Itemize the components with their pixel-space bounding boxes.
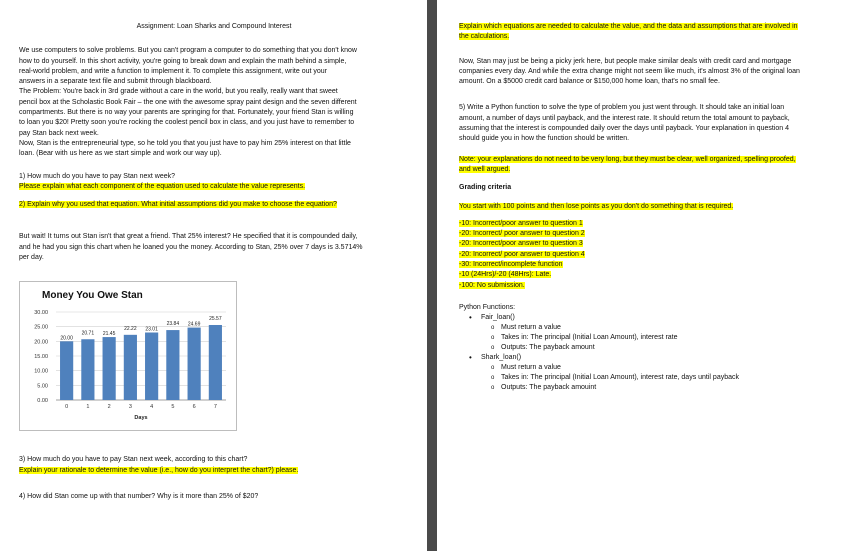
intro-line: pay Stan back next week. — [19, 129, 99, 137]
deduction-item: -10 (24Hrs)/-20 (48Hrs): Late. — [459, 271, 552, 279]
deduction-item: -20: Incorrect/ poor answer to question 2 — [459, 230, 585, 238]
intro-text — [19, 46, 409, 159]
python-functions-heading: Python Functions: — [459, 303, 516, 311]
bar — [166, 330, 179, 400]
question-5-line: assuming that the interest is compounded daily over the days until payback. Your explanation in question 4 — [459, 125, 789, 133]
y-tick-label: 15.00 — [34, 354, 48, 361]
bar — [60, 342, 73, 401]
grading-criteria-heading: Grading criteria — [459, 184, 512, 192]
deduction-item: -30: Incorrect/incomplete function — [459, 261, 563, 269]
money-owed-chart — [19, 281, 237, 431]
x-axis-label: Days — [134, 415, 148, 422]
y-tick-label: 10.00 — [34, 369, 48, 376]
y-tick-label: 5.00 — [37, 383, 48, 390]
function-name: Fair_loan() — [481, 314, 515, 322]
function-detail: o Must return a value — [501, 323, 848, 333]
y-tick-label: 25.00 — [34, 325, 48, 332]
x-tick-label: 6 — [192, 404, 196, 411]
data-label: 23.01 — [145, 326, 158, 333]
now-stan-line: amount. On a $5000 credit card balance or $150,000 home loan, that's no small fee. — [459, 78, 720, 86]
intro-line: pencil box at the Scholastic Book Fair – the one with the awesome spray paint design and the seven different — [19, 98, 357, 106]
x-tick-label: 2 — [107, 404, 111, 411]
question-2-highlight: 2) Explain why you used that equation. What initial assumptions did you make to choose the equation? — [19, 201, 337, 209]
note-highlight: and well argued. — [459, 165, 511, 173]
bar-chart-svg — [20, 282, 236, 430]
bar — [145, 333, 158, 400]
function-name: Shark_loan() — [481, 354, 522, 362]
function-item — [481, 313, 848, 353]
intro-line: real-world problem, and write a function to implement it. To complete this assignment, write out your — [19, 67, 328, 75]
y-tick-label: 0.00 — [37, 398, 48, 405]
question-4-followup-highlight: the calculations. — [459, 33, 510, 41]
but-wait-line: per day. — [19, 254, 44, 262]
intro-line: Now, Stan is the entrepreneurial type, so he told you that you just have to pay him 25% interest on that little — [19, 139, 351, 147]
bar — [81, 340, 94, 401]
data-label: 20.71 — [81, 330, 95, 337]
data-label: 25.57 — [209, 316, 222, 323]
intro-line: compartments. But there is no way your parents are springing for that. Fortunately, your friend Stan is willing — [19, 109, 354, 117]
now-stan-line: Now, Stan may just be being a picky jerk here, but people make similar deals with credit card and mortgage — [459, 57, 792, 65]
function-detail: o Must return a value — [501, 363, 848, 373]
x-tick-label: 5 — [171, 404, 175, 411]
y-tick-label: 30.00 — [34, 310, 48, 317]
bar — [124, 335, 137, 400]
but-wait-text — [19, 232, 409, 263]
function-details — [481, 323, 848, 353]
grading-intro-highlight: You start with 100 points and then lose points as you don't do something that is required. — [459, 202, 734, 210]
now-stan-text — [459, 57, 848, 88]
intro-line: to loan you $20! Pretty soon you're rocking the coolest pencil box in class, and you just have to remember to — [19, 119, 355, 127]
data-label: 23.84 — [166, 321, 180, 328]
intro-line: answers in a separate text file and submit through blackboard. — [19, 78, 212, 86]
data-label: 24.69 — [187, 321, 201, 328]
deduction-item: -20: Incorrect/ poor answer to question 4 — [459, 250, 585, 258]
document-page-left — [0, 0, 427, 551]
bar — [188, 328, 201, 400]
deduction-item: -100: No submission. — [459, 281, 525, 289]
chart-title: Money You Owe Stan — [42, 290, 143, 302]
bar — [209, 325, 222, 400]
data-label: 22.22 — [124, 326, 137, 333]
x-tick-label: 1 — [86, 404, 90, 411]
bar — [103, 337, 116, 400]
but-wait-line: and he had you sign this chart when he loaned you the money. According to Stan, 25% over 7 days is 3.5714% — [19, 243, 363, 251]
question-3-highlight: Explain your rationale to determine the value (i.e., how do you interpret the chart?) please. — [19, 466, 299, 474]
question-5-line: should guide you in how the function should be written. — [459, 135, 630, 143]
x-tick-label: 0 — [65, 404, 69, 411]
but-wait-line: But wait! It turns out Stan isn't that great a friend. That 25% interest? He specified that it is compounded daily, — [19, 233, 358, 241]
now-stan-line: companies every day. And while the extra change might not seem like much, it's almost 3% of the original loan — [459, 67, 800, 75]
function-details — [481, 363, 848, 393]
deduction-item: -20: Incorrect/poor answer to question 3 — [459, 240, 583, 248]
intro-line: We use computers to solve problems. But you can't program a computer to do something that you don't know — [19, 47, 357, 55]
python-functions-list — [459, 313, 848, 393]
document-page-right — [437, 0, 864, 551]
intro-line: how to do yourself. In this short activity, you're going to break down and explain the math behind a simple, — [19, 57, 347, 65]
intro-line: loan. (Bear with us here as we start simple and work our way up). — [19, 150, 222, 158]
x-tick-label: 7 — [213, 404, 217, 411]
question-1: 1) How much do you have to pay Stan next week? — [19, 172, 176, 180]
function-item — [481, 353, 848, 393]
x-tick-label: 4 — [150, 404, 154, 411]
function-detail: o Outputs: The payback amouint — [501, 383, 848, 393]
intro-line: The Problem: You're back in 3rd grade without a care in the world, but you really, really want that sweet — [19, 88, 338, 96]
question-4-followup-highlight: Explain which equations are needed to calculate the value, and the data and assumptions that are involved in — [459, 23, 798, 30]
question-4: 4) How did Stan come up with that number? Why is it more than 25% of $20? — [19, 492, 259, 500]
deduction-item: -10: Incorrect/poor answer to question 1 — [459, 219, 583, 227]
x-tick-label: 3 — [128, 404, 132, 411]
note-highlight: Note: your explanations do not need to be very long, but they must be clear, well organized, spelling proofed, — [459, 155, 796, 163]
function-detail: o Takes in: The principal (Initial Loan Amount), interest rate, days until payback — [501, 373, 848, 383]
question-3: 3) How much do you have to pay Stan next week, according to this chart? — [19, 456, 248, 464]
data-label: 21.45 — [102, 331, 116, 338]
question-5 — [459, 103, 848, 144]
data-label: 20.00 — [60, 335, 73, 342]
question-5-line: 5) Write a Python function to solve the type of problem you just went through. It should take an initial loan — [459, 104, 785, 112]
deductions-list — [459, 219, 848, 291]
question-1-highlight: Please explain what each component of the equation used to calculate the value represents. — [19, 182, 306, 190]
document-title: Assignment: Loan Sharks and Compound Interest — [136, 23, 292, 30]
question-5-line: amount, a number of days until payback, and the interest rate. It should return the total amount to payback, — [459, 114, 790, 122]
y-tick-label: 20.00 — [34, 339, 48, 346]
function-detail: o Takes in: The principal (Initial Loan Amount), interest rate — [501, 333, 848, 343]
function-detail: o Outputs: The payback amount — [501, 343, 848, 353]
